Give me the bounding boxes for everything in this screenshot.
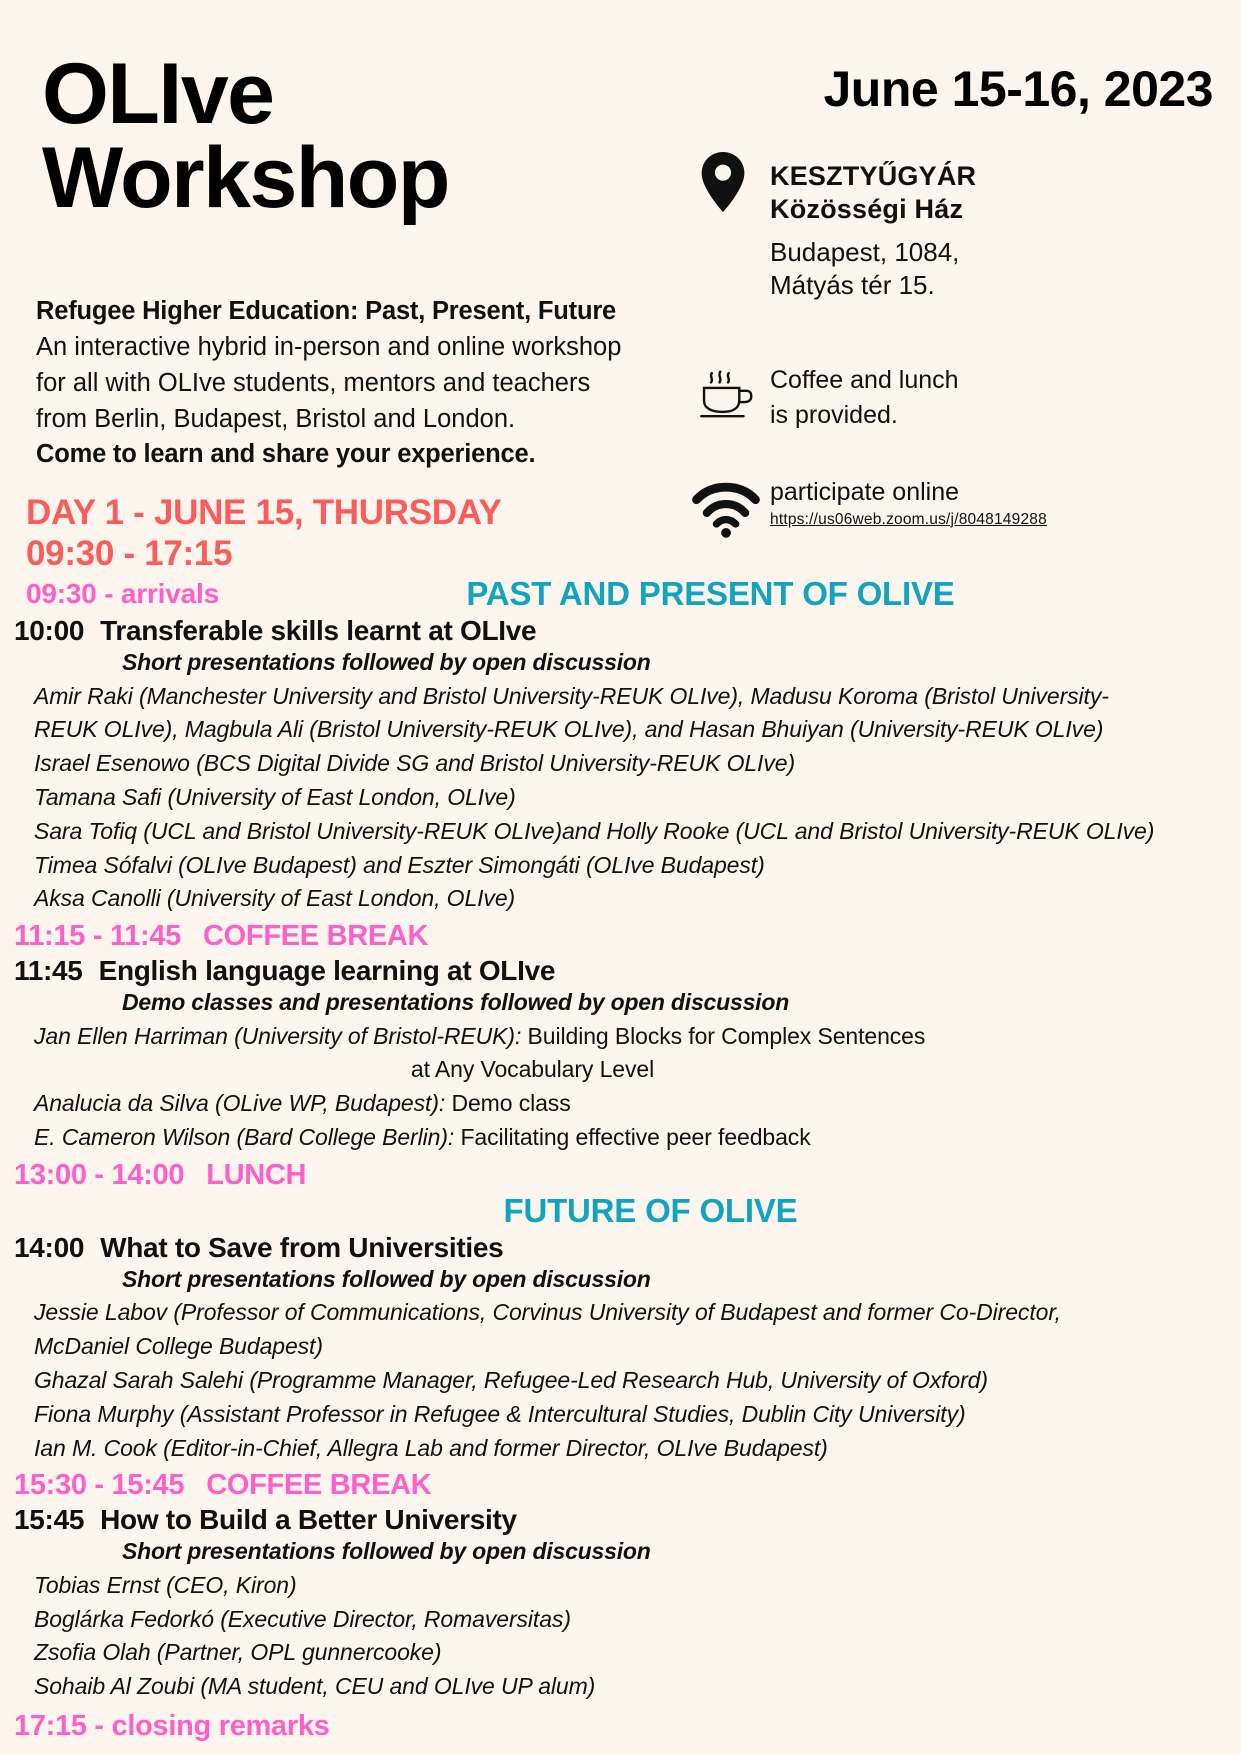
slot-time: 11:45 <box>14 955 83 987</box>
list-item: Fiona Murphy (Assistant Professor in Refugee & Intercultural Studies, Dublin City University) <box>34 1400 966 1427</box>
list-item: Tobias Ernst (CEO, Kiron) <box>34 1571 297 1598</box>
intro-block <box>36 295 696 471</box>
list-item: Ian M. Cook (Editor-in-Chief, Allegra Lab and former Director, OLIve Budapest) <box>34 1434 828 1461</box>
slot-subtitle: Short presentations followed by open discussion <box>122 1265 651 1292</box>
coffee-note-line-2: is provided. <box>770 400 898 429</box>
venue-address-line-1: Budapest, 1084, <box>770 236 960 267</box>
list-item: Amir Raki (Manchester University and Bristol University-REUK OLIve), Madusu Koroma (Bristol University- <box>34 682 1109 709</box>
venue-address-line-2: Mátyás tér 15. <box>770 270 935 301</box>
speaker-list <box>0 680 1241 917</box>
schedule-slot-1145 <box>0 955 1241 1155</box>
participate-online-block <box>770 478 1220 529</box>
speaker-name: Jan Ellen Harriman (University of Bristol-REUK): <box>34 1022 522 1049</box>
break-time: 11:15 - 11:45 <box>14 920 182 953</box>
slot-subtitle: Demo classes and presentations followed by open discussion <box>122 989 790 1016</box>
list-item: Israel Esenowo (BCS Digital Divide SG and Bristol University-REUK OLIve) <box>34 750 795 777</box>
closing-remarks: 17:15 - closing remarks <box>14 1710 330 1742</box>
speaker-topic-cont: at Any Vocabulary Level <box>410 1056 655 1083</box>
list-item: McDaniel College Budapest) <box>34 1333 323 1360</box>
zoom-link[interactable]: https://us06web.zoom.us/j/8048149288 <box>770 510 1047 528</box>
venue-name-line-1: KESZTYŰGYÁR <box>770 161 977 191</box>
list-item <box>34 1020 1241 1054</box>
schedule-slot-1000 <box>0 615 1241 916</box>
slot-title: Transferable skills learnt at OLIve <box>100 615 537 646</box>
slot-title: What to Save from Universities <box>100 1231 504 1263</box>
lunch-break <box>0 1159 1241 1192</box>
slot-title: English language learning at OLIve <box>98 955 556 987</box>
participate-online-label: participate online <box>770 478 960 506</box>
list-item: Sohaib Al Zoubi (MA student, CEU and OLIve UP alum) <box>34 1673 596 1700</box>
list-item <box>34 1087 1241 1121</box>
list-item: Aksa Canolli (University of East London, OLIve) <box>34 885 516 912</box>
intro-line-1: An interactive hybrid in-person and online workshop <box>36 332 622 361</box>
list-item: Timea Sófalvi (OLIve Budapest) and Eszter Simongáti (OLIve Budapest) <box>34 851 765 878</box>
schedule-slot-1545 <box>0 1504 1241 1704</box>
intro-line-2: for all with OLIve students, mentors and teachers <box>36 369 591 398</box>
slot-time: 15:45 <box>14 1504 85 1536</box>
break-label: COFFEE BREAK <box>203 920 429 953</box>
speaker-list <box>0 1296 1241 1465</box>
list-item: Jessie Labov (Professor of Communications, Corvinus University of Budapest and former Co-Director, <box>34 1299 1061 1326</box>
speaker-topic: Building Blocks for Complex Sentences <box>521 1022 926 1049</box>
title-line-1: OLIve <box>42 46 274 142</box>
list-item: REUK OLIve), Magbula Ali (Bristol University-REUK OLIve), and Hasan Bhuiyan (University-REUK OLIve) <box>34 716 1104 743</box>
slot-time: 14:00 <box>14 1231 85 1263</box>
slot-time: 10:00 <box>14 615 85 646</box>
list-item: Ghazal Sarah Salehi (Programme Manager, Refugee-Led Research Hub, University of Oxford) <box>34 1366 988 1393</box>
break-label: COFFEE BREAK <box>206 1469 432 1502</box>
coffee-note-line-1: Coffee and lunch <box>770 366 959 394</box>
event-date: June 15-16, 2023 <box>823 61 1213 117</box>
coffee-note <box>770 363 1200 432</box>
speaker-list <box>0 1569 1241 1704</box>
coffee-cup-icon <box>697 368 759 422</box>
venue-block <box>770 160 1190 302</box>
list-item: Tamana Safi (University of East London, OLIve) <box>34 783 516 810</box>
list-item: Zsofia Olah (Partner, OPL gunnercooke) <box>34 1639 442 1666</box>
intro-headline: Refugee Higher Education: Past, Present, Future <box>36 297 617 325</box>
slot-subtitle: Short presentations followed by open discussion <box>122 649 651 675</box>
speaker-topic: Demo class <box>445 1090 571 1117</box>
slot-subtitle: Short presentations followed by open discussion <box>122 1538 651 1565</box>
break-time: 15:30 - 15:45 <box>14 1469 185 1502</box>
section-header-future: FUTURE OF OLIVE <box>503 1191 798 1229</box>
break-time: 13:00 - 14:00 <box>14 1158 185 1191</box>
section-header-past-present: PAST AND PRESENT OF OLIVE <box>466 575 955 612</box>
title-line-2: Workshop <box>42 130 449 227</box>
speaker-topic: Facilitating effective peer feedback <box>454 1124 811 1150</box>
intro-line-3: from Berlin, Budapest, Bristol and London. <box>36 405 516 434</box>
break-label: LUNCH <box>206 1158 307 1191</box>
day-time-range: 09:30 - 17:15 <box>26 534 233 574</box>
list-item <box>34 1121 1241 1155</box>
speaker-list <box>0 1020 1241 1155</box>
schedule <box>0 575 1241 1743</box>
list-item: Sara Tofiq (UCL and Bristol University-REUK OLIve)and Holly Rooke (UCL and Bristol University-REUK OLIve) <box>34 817 1155 844</box>
speaker-name: E. Cameron Wilson (Bard College Berlin): <box>34 1124 455 1150</box>
slot-title: How to Build a Better University <box>100 1504 517 1536</box>
page-title <box>42 46 642 227</box>
speaker-name: Analucia da Silva (OLive WP, Budapest): <box>34 1090 446 1117</box>
day-arrivals: 09:30 - arrivals <box>26 577 219 609</box>
venue-name-line-2: Közösségi Ház <box>770 193 964 224</box>
day-title: DAY 1 - JUNE 15, THURSDAY <box>26 493 502 532</box>
schedule-slot-1400 <box>0 1232 1241 1466</box>
list-item <box>34 1053 1241 1087</box>
coffee-break-2 <box>0 1469 1241 1502</box>
coffee-break-1 <box>0 920 1241 953</box>
list-item: Boglárka Fedorkó (Executive Director, Romaversitas) <box>34 1605 571 1632</box>
location-pin-icon <box>700 152 746 212</box>
intro-cta: Come to learn and share your experience. <box>36 439 536 468</box>
